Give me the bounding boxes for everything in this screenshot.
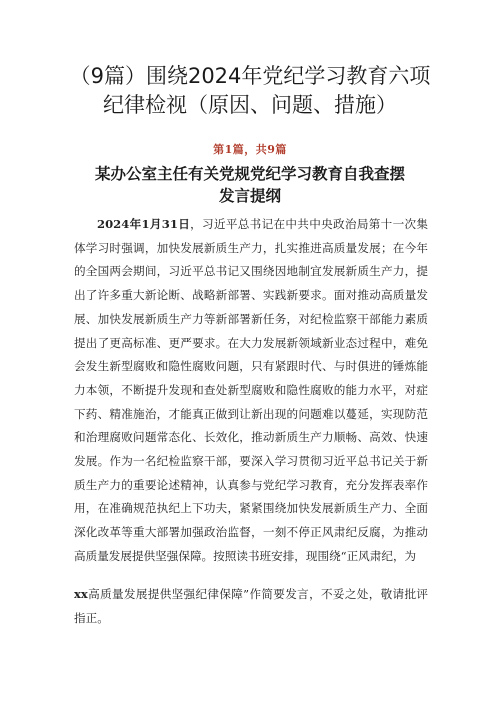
body-paragraph bbox=[74, 213, 428, 569]
section-subtitle: 某办公室主任有关党规党纪学习教育自我查摆发言提纲 bbox=[94, 165, 405, 205]
closing-paragraph bbox=[74, 583, 428, 630]
document-title: （9篇）围绕2024年党纪学习教育六项纪律检视（原因、问题、措施） bbox=[69, 64, 431, 117]
body-date: 2024年1月31日 bbox=[97, 217, 191, 231]
closing-prefix: xx bbox=[74, 587, 88, 601]
body-text: ，习近平总书记在中共中央政治局第十一次集体学习时强调，加快发展新质生产力，扎实推进高质量发展；在今年的全国两会期间，习近平总书记又围绕因地制宜发展新质生产力，提出了许多重大新论断、战略新部署、实践新要求。面对推动高质量发展、加快发展新质生产力等新部署新任务，对纪检监察干部能力素质提出了更高标准、更严要求。在大力发展新领域新业态过程中，难免会发生新型腐败和隐性腐败问题，只有紧跟时代、与时俱进的锤炼能力本领，不断提升发现和查处新型腐败和隐性腐败的能力水平，对症下药、精准施治，才能真正做到让新出现的问题难以蔓延，实现防范和治理腐败问题常态化、长效化，推动新质生产力顺畅、高效、快速发展。作为一名纪检监察干部，要深入学习贯彻习近平总书记关于新质生产力的重要论述精神，认真参与党纪学习教育，充分发挥表率作用，在准确规范执纪上下功夫，紧紧围绕加快发展新质生产力、全面深化改革等重大部署加强政治监督，一刻不停正风肃纪反腐，为推动高质量发展提供坚强保障。按照读书班安排，现围绕“正风肃纪，为 bbox=[74, 217, 428, 563]
part-label: 第1篇，共9篇 bbox=[213, 143, 287, 156]
closing-text: 高质量发展提供坚强纪律保障”作简要发言，不妥之处，敬请批评指正。 bbox=[74, 587, 428, 625]
